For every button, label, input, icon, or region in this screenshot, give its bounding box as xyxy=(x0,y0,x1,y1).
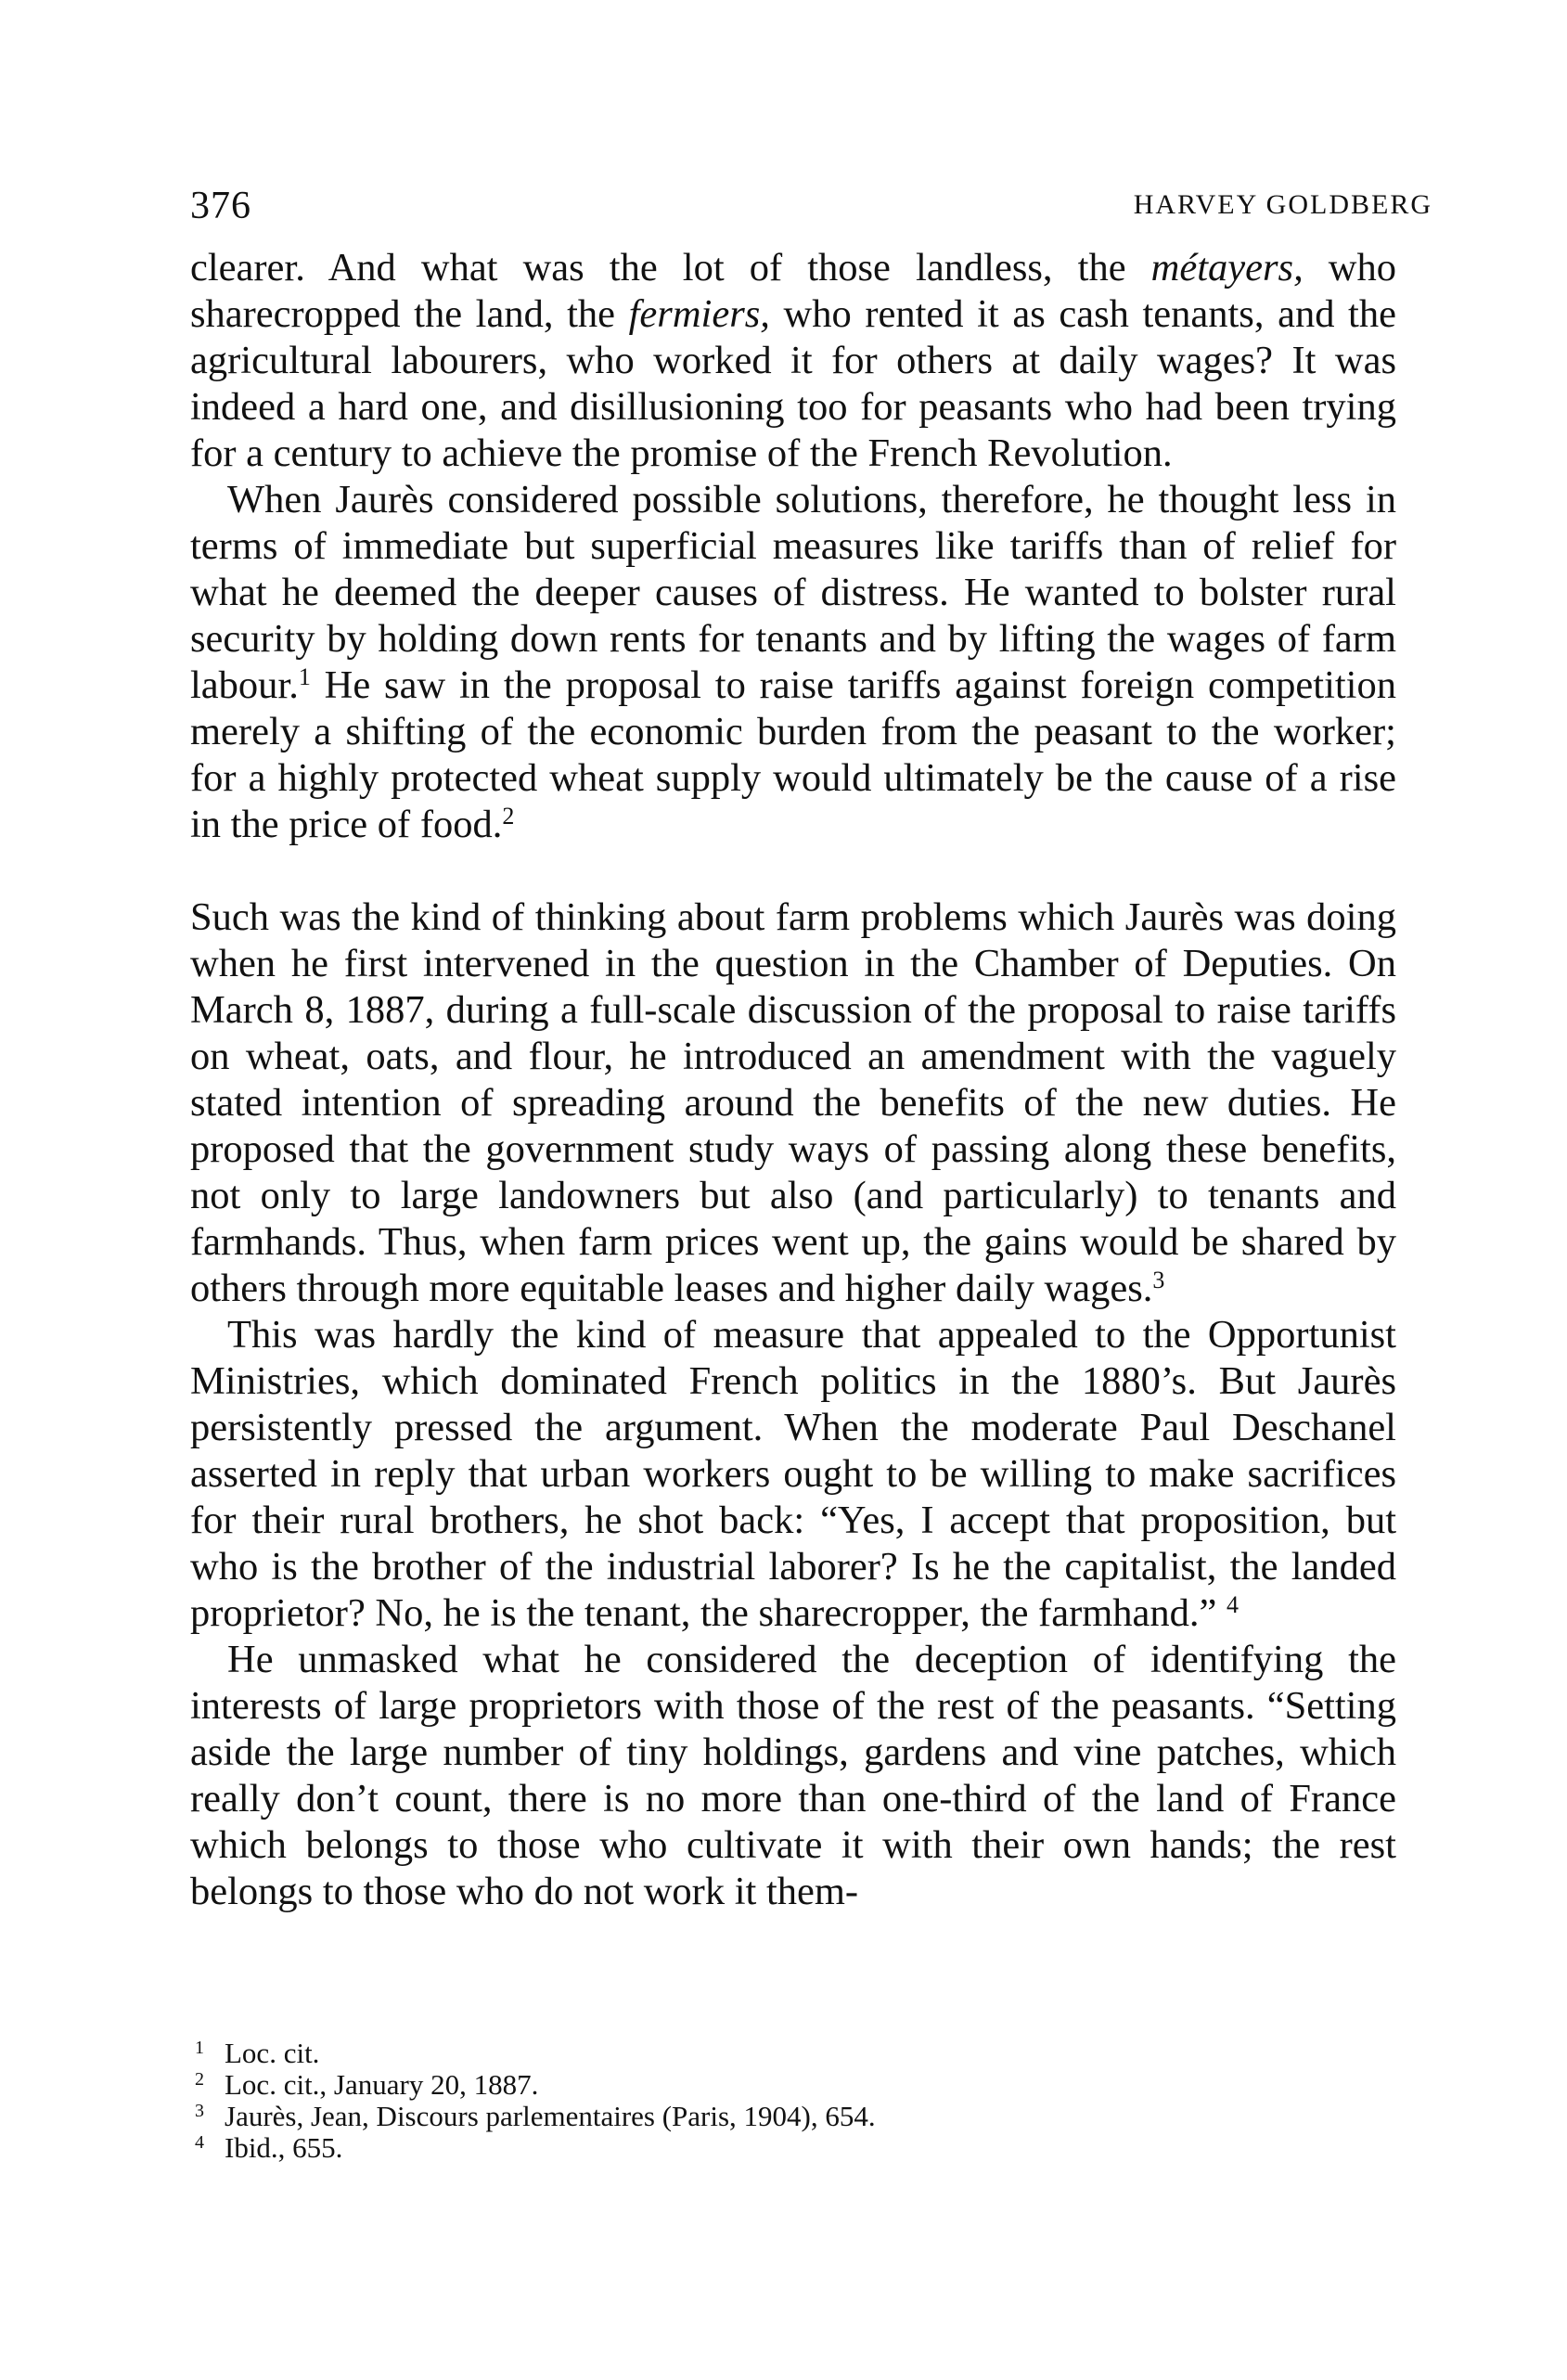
body-text xyxy=(190,245,1396,1915)
page-header xyxy=(190,184,1432,232)
running-head: HARVEY GOLDBERG xyxy=(1133,189,1432,220)
footnote-ref-4: 4 xyxy=(1227,1591,1239,1618)
footnote-1: $^1$ Loc. cit. xyxy=(195,2037,320,2069)
footnotes xyxy=(195,2038,1401,2164)
paragraph-2: When Jaurès considered possible solutions, therefore, he thought less in terms of immediate but superficial measures like tariffs than of relief for what he deemed the deeper causes of distress. He wanted to bolster rural security by holding down rents for tenants and by lifting the wages of farm labour.$^1$ He saw in the proposal to raise tariffs against foreign competition merely a shifting of the economic burden from the peasant to the worker; for a highly protected wheat supply would ultimately be the cause of a rise in the price of food.$^2$ xyxy=(190,478,1396,846)
footnote-ref-3: 3 xyxy=(1152,1267,1165,1293)
footnote-ref-1: 1 xyxy=(298,663,311,690)
italic-term-metayers: métayers, xyxy=(1150,246,1304,289)
italic-term-fermiers: fermiers, xyxy=(628,292,770,336)
paragraph-3: Such was the kind of thinking about farm problems which Jaurès was doing when he first intervened in the question in the Chamber of Deputies. On March 8, 1887, during a full-scale discussion of the proposal to raise tariffs on wheat, oats, and flour, he introduced an amendment with the vaguely stated intention of spreading around the benefits of the new duties. He proposed that the government study ways of passing along these benefits, not only to large landowners but also (and particularly) to tenants and farmhands. Thus, when farm prices went up, the gains would be shared by others through more equitable leases and higher daily wages.$^3$ xyxy=(190,895,1396,1310)
paragraph-4: This was hardly the kind of measure that appealed to the Opportunist Ministries, which dominated French politics in the 1880’s. But Jaurès persistently pressed the argument. When the moderate Paul Deschanel asserted in reply that urban workers ought to be willing to make sacrifices for their rural brothers, he shot back: “Yes, I accept that proposition, but who is the brother of the industrial laborer? Is he the capitalist, the landed proprietor? No, he is the tenant, the sharecropper, the farmhand.” $^4$ xyxy=(190,1313,1396,1635)
page-number: 376 xyxy=(190,185,251,227)
footnote-3: $^3$ Jaurès, Jean, Discours parlementaires (Paris, 1904), 654. xyxy=(195,2100,876,2132)
paragraph-5: He unmasked what he considered the deception of identifying the interests of large proprietors with those of the rest of the peasants. “Setting aside the large number of tiny holdings, gardens and vine patches, which really don’t count, there is no more than one-third of the land of France which belongs to those who cultivate it with their own hands; the rest belongs to those who do not work it them- xyxy=(190,1638,1396,1913)
footnote-4: $^4$ Ibid., 655. xyxy=(195,2131,343,2164)
footnote-ref-2: 2 xyxy=(502,803,515,830)
footnote-2: $^2$ Loc. cit., January 20, 1887. xyxy=(195,2068,539,2101)
paragraph-1: clearer. And what was the lot of those landless, the métayers, who sharecropped the land, the fermiers, who rented it as cash tenants, and the agricultural labourers, who worked it for others at daily wages? It was indeed a hard one, and disillusioning too for peasants who had been trying for a century to achieve the promise of the French Revolution. xyxy=(190,246,1396,475)
